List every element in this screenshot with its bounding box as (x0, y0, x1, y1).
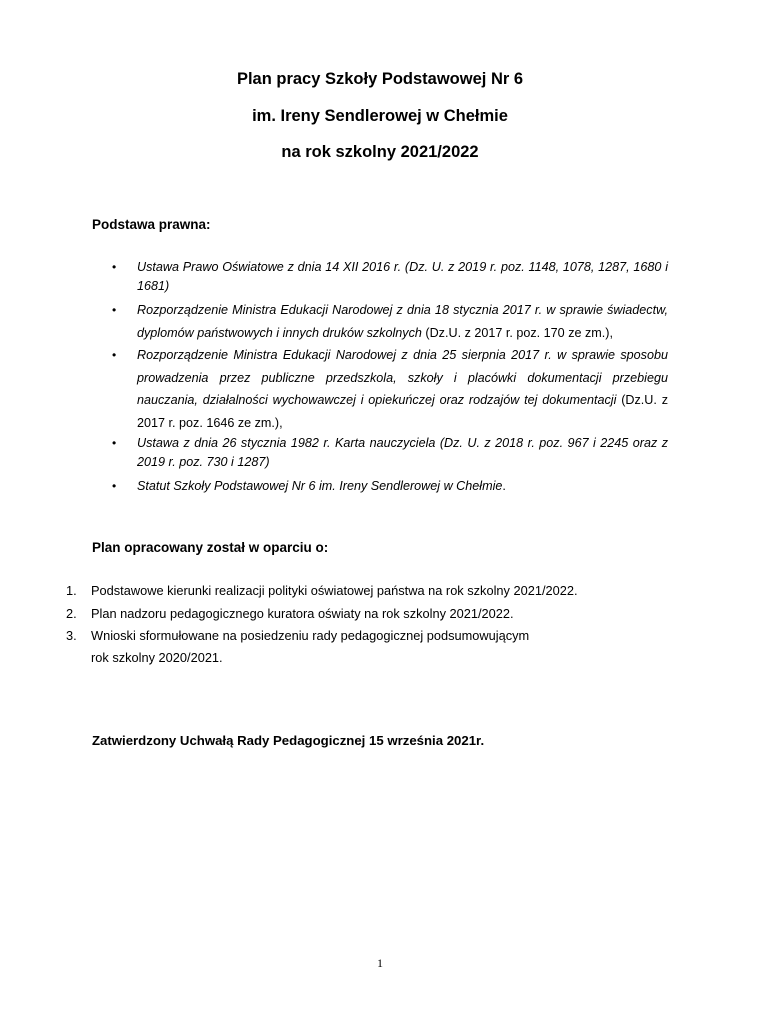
legal-basis-item (112, 434, 668, 472)
plan-basis-item-text: Podstawowe kierunki realizacji polityki oświatowej państwa na rok szkolny 2021/2022. (91, 583, 578, 598)
legal-basis-item (112, 475, 668, 498)
bullet-icon: • (112, 479, 117, 493)
item-number: 1. (66, 583, 77, 598)
plan-basis-item-text: Plan nadzoru pedagogicznego kuratora oświaty na rok szkolny 2021/2022. (91, 605, 514, 621)
plan-basis-item (66, 580, 666, 603)
plan-basis-item-continuation: rok szkolny 2020/2021. (91, 649, 223, 665)
plan-basis-item-text: Wnioski sformułowane na posiedzeniu rady pedagogicznej podsumowującym (91, 628, 530, 643)
bullet-icon: • (112, 260, 117, 274)
legal-basis-item-italic: Ustawa Prawo Oświatowe z dnia 14 XII 2016 r. (Dz. U. z 2019 r. poz. 1148, 1078, 1287, 1680 i 1681) (137, 260, 668, 293)
page-number: 1 (377, 956, 383, 970)
legal-basis-item-plain: (Dz.U. z 2017 r. poz. 1646 ze zm.), (137, 393, 668, 430)
item-number: 3. (66, 628, 77, 643)
bullet-icon: • (112, 348, 117, 362)
legal-basis-item (112, 344, 668, 434)
plan-basis-item (66, 603, 666, 626)
legal-basis-item-italic: Rozporządzenie Ministra Edukacji Narodowej z dnia 18 stycznia 2017 r. w sprawie świadectw, dyplomów państwowych i innych druków szkolnych (137, 303, 668, 340)
legal-basis-list (112, 258, 668, 498)
bullet-icon: • (112, 303, 117, 317)
legal-basis-heading: Podstawa prawna: (92, 217, 211, 232)
item-number: 2. (66, 605, 77, 621)
legal-basis-item-plain: (Dz.U. z 2017 r. poz. 170 ze zm.), (421, 325, 613, 340)
legal-basis-item-italic: Rozporządzenie Ministra Edukacji Narodowej z dnia 25 sierpnia 2017 r. w sprawie sposobu prowadzenia przez publiczne przedszkola, szkoły i placówki dokumentacji przebiegu nauczania, działalności wychowawczej i opiekuńczej oraz rodzajów tej dokumentacji (137, 348, 668, 407)
legal-basis-item (112, 258, 668, 296)
bullet-icon: • (112, 436, 117, 450)
legal-basis-item-italic: Ustawa z dnia 26 stycznia 1982 r. Karta nauczyciela (Dz. U. z 2018 r. poz. 967 i 2245 oraz z 2019 r. poz. 730 i 1287) (137, 436, 668, 469)
legal-basis-item-plain: . (502, 479, 506, 493)
title-line-2: im. Ireny Sendlerowej w Chełmie (252, 107, 508, 125)
plan-basis-list (66, 580, 666, 667)
title-line-3: na rok szkolny 2021/2022 (281, 143, 479, 161)
legal-basis-item (112, 299, 668, 344)
title-line-1: Plan pracy Szkoły Podstawowej Nr 6 (236, 70, 524, 88)
plan-basis-item (66, 625, 666, 667)
approval-note: Zatwierdzony Uchwałą Rady Pedagogicznej 15 września 2021r. (92, 733, 485, 748)
legal-basis-item-italic: Statut Szkoły Podstawowej Nr 6 im. Ireny Sendlerowej w Chełmie (137, 479, 503, 493)
plan-basis-heading: Plan opracowany został w oparciu o: (92, 540, 329, 555)
